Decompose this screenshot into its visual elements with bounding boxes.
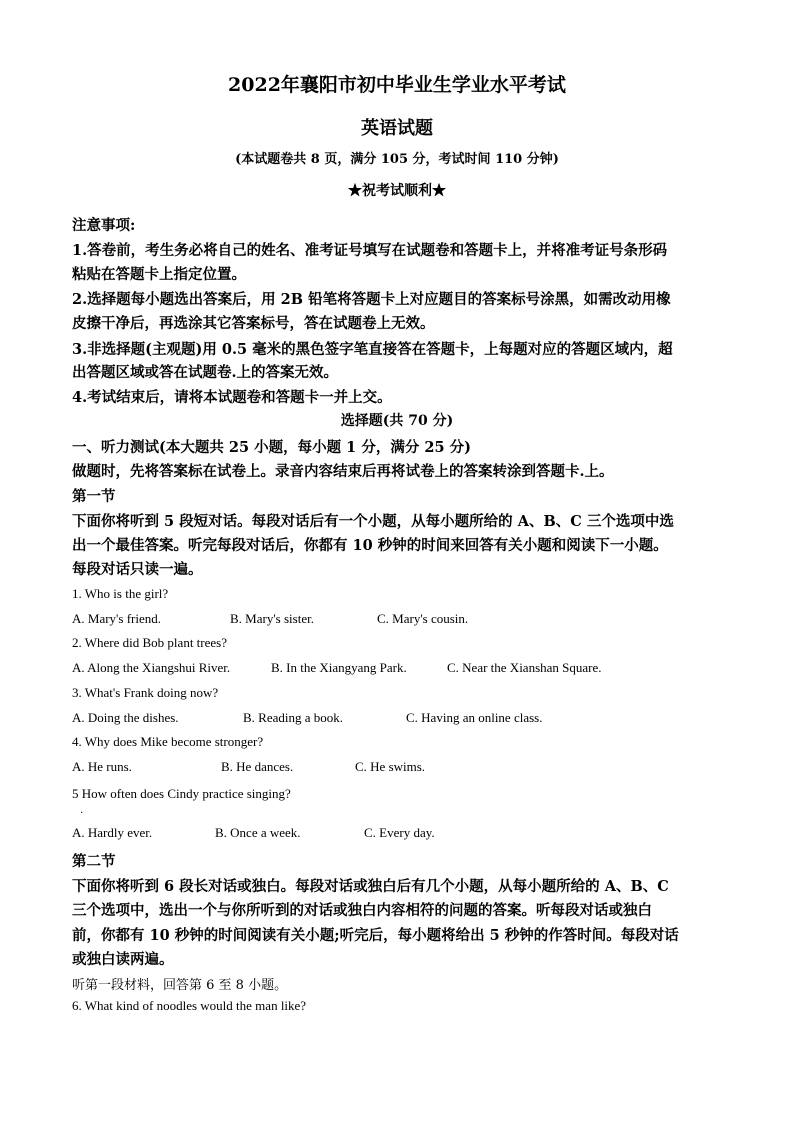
notes-line: 4.考试结束后，请将本试题卷和答题卡一并上交。 [72, 389, 392, 406]
q1-option-a: A. Mary's friend. [72, 611, 161, 626]
q1-option-c: C. Mary's cousin. [377, 611, 469, 626]
exam-wish: ★祝考试顺利★ [348, 183, 446, 199]
section2-instruction: 前，你都有 10 秒钟的时间阅读有关小题;听完后，每小题将给出 5 秒钟的作答时间。每段对话 [72, 927, 679, 944]
q2-option-c: C. Near the Xianshan Square. [447, 660, 602, 675]
section2-heading: 第二节 [72, 853, 116, 870]
q4-option-c: C. He swims. [355, 759, 426, 774]
section1-heading: 第一节 [72, 488, 116, 505]
notes-heading: 注意事项: [72, 217, 136, 234]
notes-line: 2.选择题每小题选出答案后，用 2B 铅笔将答题卡上对应题目的答案标号涂黑，如需改动用橡 [72, 291, 671, 308]
exam-info: (本试题卷共 8 页，满分 105 分，考试时间 110 分钟) [235, 152, 559, 167]
stray-dot: · [80, 808, 84, 819]
q1-option-b: B. Mary's sister. [230, 611, 314, 626]
question-6: 6. What kind of noodles would the man like? [72, 998, 307, 1013]
question-1: 1. Who is the girl? [72, 586, 169, 601]
part-heading: 一、听力测试(本大题共 25 小题，每小题 1 分，满分 25 分) [72, 439, 471, 456]
part-note: 做题时，先将答案标在试卷上。录音内容结束后再将试卷上的答案转涂到答题卡.上。 [72, 463, 614, 480]
q4-option-b: B. He dances. [221, 759, 294, 774]
q3-option-a: A. Doing the dishes. [72, 710, 179, 725]
notes-line: 出答题区域或答在试题卷.上的答案无效。 [72, 364, 339, 381]
question-4: 4. Why does Mike become stronger? [72, 734, 264, 749]
q5-option-b: B. Once a week. [215, 825, 301, 840]
question-5: 5 How often does Cindy practice singing? [72, 786, 291, 801]
section1-instruction: 下面你将听到 5 段短对话。每段对话后有一个小题，从每小题所给的 A、B、C 三个选项中选 [72, 513, 674, 530]
notes-line: 粘贴在答题卡上指定位置。 [72, 266, 246, 283]
exam-subtitle: 英语试题 [361, 118, 433, 139]
material-note: 听第一段材料，回答第 6 至 8 小题。 [72, 978, 288, 993]
notes-line: 3.非选择题(主观题)用 0.5 毫米的黑色签字笔直接答在答题卡，上每题对应的答题区域内，超 [72, 341, 673, 358]
section2-instruction: 三个选项中，选出一个与你所听到的对话或独白内容相符的问题的答案。听每段对话或独白 [72, 902, 652, 919]
q5-option-a: A. Hardly ever. [72, 825, 153, 840]
section-title: 选择题(共 70 分) [340, 413, 454, 429]
q4-option-a: A. He runs. [72, 759, 132, 774]
question-3: 3. What's Frank doing now? [72, 685, 219, 700]
q2-option-b: B. In the Xiangyang Park. [271, 660, 407, 675]
notes-line: 皮擦干净后，再选涂其它答案标号，答在试题卷上无效。 [72, 315, 435, 332]
q2-option-a: A. Along the Xiangshui River. [72, 660, 231, 675]
section1-instruction: 出一个最佳答案。听完每段对话后，你都有 10 秒钟的时间来回答有关小题和阅读下一小题。 [72, 537, 668, 554]
section1-instruction: 每段对话只读一遍。 [72, 561, 203, 578]
section2-instruction: 或独白读两遍。 [72, 951, 174, 968]
section2-instruction: 下面你将听到 6 段长对话或独白。每段对话或独白后有几个小题，从每小题所给的 A、B、C [72, 878, 669, 895]
q3-option-c: C. Having an online class. [406, 710, 543, 725]
notes-line: 1.答卷前，考生务必将自己的姓名、准考证号填写在试题卷和答题卡上，并将准考证号条形码 [72, 242, 668, 259]
exam-title: 2022年襄阳市初中毕业生学业水平考试 [228, 74, 566, 96]
q3-option-b: B. Reading a book. [243, 710, 344, 725]
q5-option-c: C. Every day. [364, 825, 435, 840]
question-2: 2. Where did Bob plant trees? [72, 635, 227, 650]
